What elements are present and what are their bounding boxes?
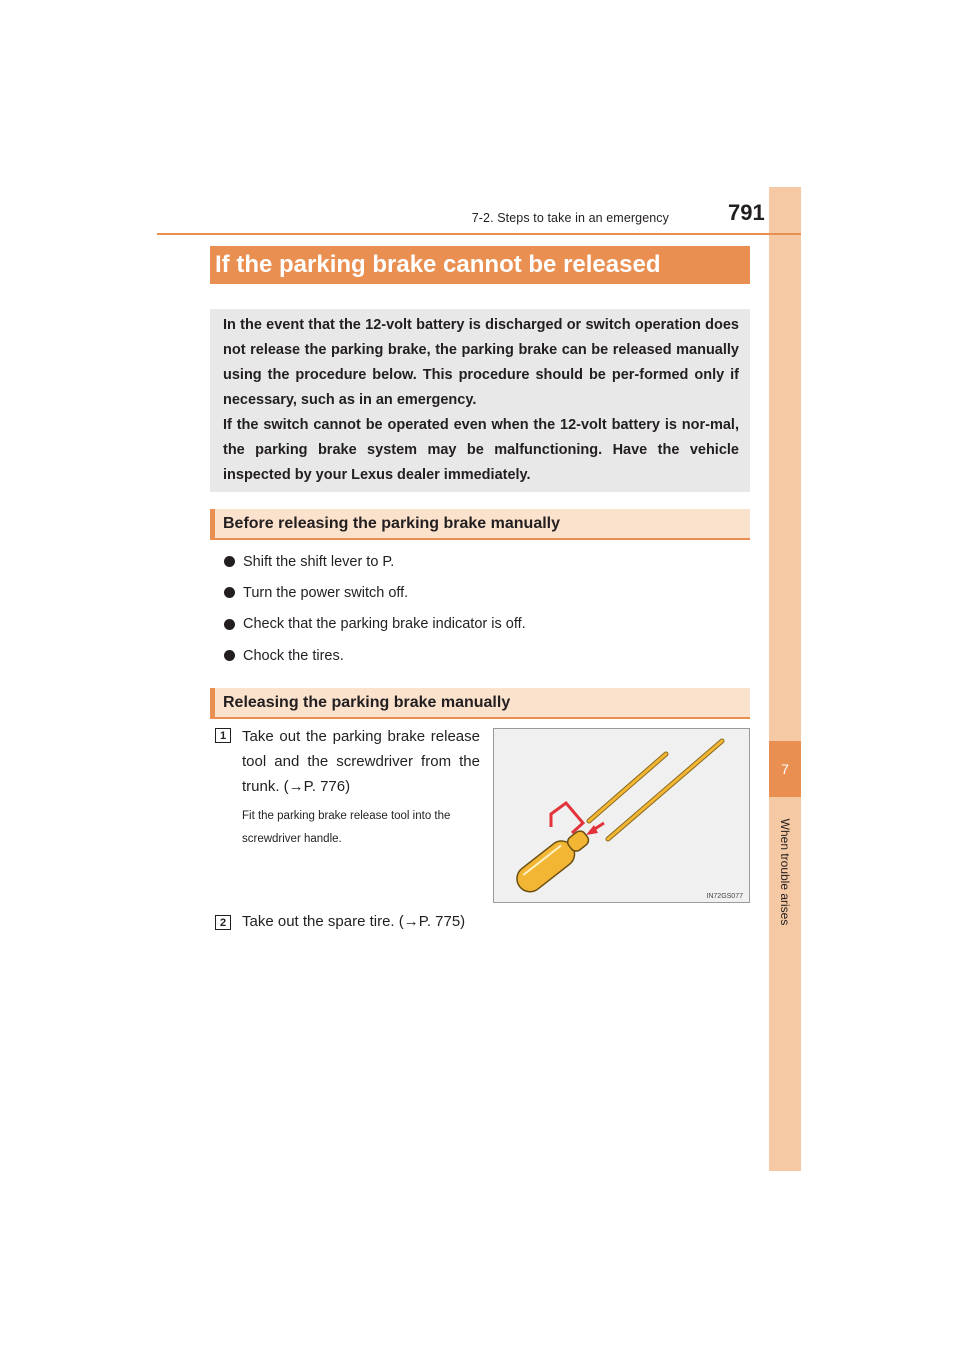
figure-code: IN72GS077 xyxy=(706,893,743,900)
step-1-number: 1 xyxy=(215,728,231,743)
list-item: Shift the shift lever to P. xyxy=(224,546,526,577)
list-item: Chock the tires. xyxy=(224,640,526,671)
release-section-heading: Releasing the parking brake manually xyxy=(223,693,511,711)
step-2-text: Take out the spare tire. (→P. 775) xyxy=(242,913,466,930)
page-title-bar xyxy=(210,246,750,284)
bullet-icon xyxy=(224,587,235,598)
header-divider xyxy=(157,233,801,235)
page-number: 791 xyxy=(728,200,765,225)
bullet-icon xyxy=(224,650,235,661)
release-tool-figure xyxy=(493,728,750,903)
chapter-side-tab xyxy=(769,187,801,1171)
before-section-heading: Before releasing the parking brake manually xyxy=(223,514,561,532)
chapter-label: When trouble arises xyxy=(778,818,792,926)
before-section-header xyxy=(210,509,750,540)
intro-paragraph-2: If the switch cannot be operated even when the 12-volt battery is nor-mal, the parking brake system may be malfunctioning. Have the vehicle inspected by your Lexus dealer immediately. xyxy=(223,417,739,483)
intro-paragraph-1: In the event that the 12-volt battery is discharged or switch operation does not release the parking brake, the parking brake can be released manually using the procedure below. This procedure should be per-formed only if necessary, such as in an emergency. xyxy=(223,317,739,408)
list-item: Turn the power switch off. xyxy=(224,577,526,608)
bullet-icon xyxy=(224,556,235,567)
page-title: If the parking brake cannot be released xyxy=(215,251,661,278)
release-section-header xyxy=(210,688,750,719)
intro-box xyxy=(210,309,750,492)
step-1-note: Fit the parking brake release tool into the screwdriver handle. xyxy=(242,810,451,845)
section-header: 7-2. Steps to take in an emergency xyxy=(471,211,669,225)
step-1-text: Take out the parking brake release tool and the screwdriver from the trunk. (→P. 776) xyxy=(242,728,480,795)
bullet-icon xyxy=(224,619,235,630)
chapter-number: 7 xyxy=(781,761,789,777)
list-item: Check that the parking brake indicator is off. xyxy=(224,609,526,640)
screwdriver-and-release-tool-illustration xyxy=(494,729,749,902)
chapter-number-tab[interactable] xyxy=(769,741,801,797)
step-2-number: 2 xyxy=(215,915,231,930)
before-checklist xyxy=(224,546,526,671)
